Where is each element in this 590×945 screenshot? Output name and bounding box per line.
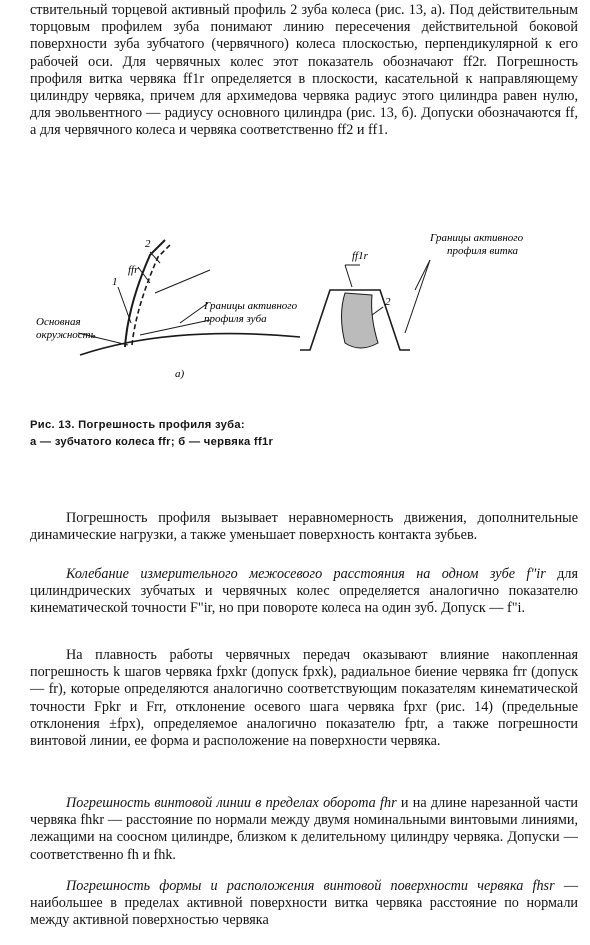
label-2b: 2 (385, 296, 391, 308)
text-center-distance: для цилиндрических зубчатых и червячных колес определяется аналогично показателю кинематической точности F"ir, но при повороте колеса на один зуб. Допуск — f"i. (30, 566, 578, 617)
ff1r-leader (345, 265, 352, 287)
paragraph-center-distance (30, 566, 578, 618)
term-helix-error: Погрешность винтовой линии в пределах оборота fhr (66, 795, 397, 811)
paragraph-profile-effect: Погрешность профиля вызывает неравномерность движения, дополнительные динамические нагрузки, а также уменьшает поверхность контакта зубьев. (30, 510, 578, 544)
label-active-thread-2: профиля витка (447, 245, 519, 257)
label-ffr: ffr (128, 264, 139, 276)
leader-1 (118, 287, 131, 323)
label-ff1r: ff1r (352, 250, 368, 262)
label-active-thread-1: Границы активного (430, 232, 524, 244)
hatched-area (342, 293, 379, 348)
active-boundary-lines (140, 270, 210, 335)
paragraph-smoothness: На плавность работы червячных передач оказывают влияние накопленная погрешность k шагов червяка fpxkr (допуск fpxk), радиальное биение червяка frr (допуск — fr), которые определяются аналогично соответствующим показателям кинематической точности Fpkr и Frr, отклонение осевого шага червяка fpxr (рис. 14) (предельные отклонения ±fpx), определяемое аналогично показателю fptr, а также погрешности винтовой линии, ее форма и расположение на поверхности червяка. (30, 647, 578, 750)
active-thread-leader-2 (415, 260, 430, 290)
label-figure-a: а) (175, 368, 185, 380)
caption-title: Рис. 13. Погрешность профиля зуба: (30, 419, 245, 431)
caption-legend: а — зубчатого колеса ffr; б — червяка ff1r (30, 436, 274, 448)
paragraph-intro: ствительный торцевой активный профиль 2 зуба колеса (рис. 13, а). Под действительным торцовым профилем зуба понимают линию пересечения действительной боковой поверхности зуба зубчатого (червячного) колеса плоскостью, перпендикулярной к его рабочей оси. Для червячных колес этот показатель обозначают ff2r. Погрешность профиля витка червяка ff1r определяется в плоскости, касательной к направляющему цилиндру червяка, причем для архимедова червяка радиус этого цилиндра равен нулю, для эвольвентного — радиусу основного цилиндра (рис. 13, б). Допуски обозначаются ff, а для червячного колеса и червяка соответственно ff2 и ff1. (30, 2, 578, 139)
figure-13a-gear-tooth (78, 240, 300, 355)
paragraph-helix-error (30, 795, 578, 864)
text-form-error: — наибольшее в пределах активной поверхности витка червяка расстояние по нормали между активной поверхностью червяка (30, 878, 579, 929)
figure-caption (30, 417, 273, 451)
text-helix-error: и на длине нарезанной части червяка fhkr — расстояние по нормали между двумя номинальными винтовыми линиями, лежащими на соосном цилиндре, близком к делительному цилиндру червяка. Допуски — соответственно fh и fhk. (30, 795, 578, 863)
term-form-error: Погрешность формы и расположения винтовой поверхности червяка fhsr (66, 878, 555, 894)
label-active-tooth-2: профиля зуба (204, 313, 267, 325)
label-base-circle-1: Основная (36, 316, 81, 328)
label-active-tooth-1: Границы активного (204, 300, 298, 312)
base-circle-arc (80, 334, 300, 355)
figure-13 (0, 225, 590, 405)
label-2: 2 (145, 238, 151, 250)
active-thread-leader (405, 260, 430, 333)
term-center-distance-variation: Колебание измерительного межосевого расстояния на одном зубе f"ir (66, 566, 546, 582)
label-base-circle-2: окружность (36, 329, 96, 341)
label-1: 1 (112, 276, 118, 288)
paragraph-form-error (30, 878, 578, 930)
leader-2b (372, 307, 383, 315)
figure-13b-worm-thread (300, 260, 430, 350)
